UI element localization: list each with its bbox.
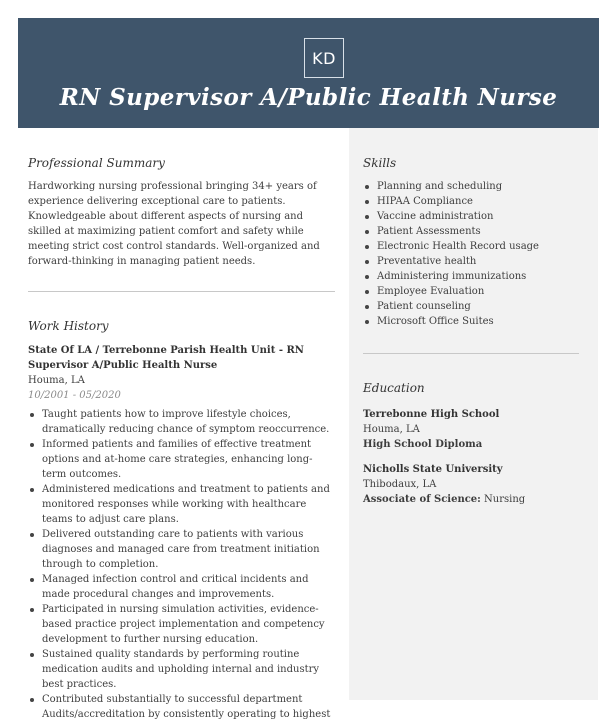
list-item: Administering immunizations: [363, 269, 598, 284]
list-item: Contributed substantially to successful department Audits/accreditation by consistently operating to highest: [28, 692, 335, 722]
list-item: Sustained quality standards by performing routine medication audits and upholding internal and industry best practices.: [28, 647, 335, 692]
list-item: Employee Evaluation: [363, 284, 598, 299]
resume-title: RN Supervisor A/Public Health Nurse: [59, 84, 558, 111]
list-item: Informed patients and families of effective treatment options and at-home care strategies, enhancing long-term outcomes.: [28, 437, 335, 482]
list-item: Vaccine administration: [363, 209, 598, 224]
school-name: Nicholls State University: [363, 464, 503, 475]
section-divider: [363, 353, 579, 354]
skills-heading: Skills: [363, 156, 397, 170]
list-item: Administered medications and treatment to patients and monitored responses while working with healthcare teams to adjust care plans.: [28, 482, 335, 527]
education-entry: [363, 407, 598, 452]
summary-text: Hardworking nursing professional bringing 34+ years of experience delivering exceptional care to patients. Knowledgeable about different aspects of nursing and skilled at maximizing patient comfort and safety while meeting strict cost control standards. Well-organized and forward-thinking in managing patient needs.: [28, 181, 320, 267]
left-column: [28, 128, 335, 722]
list-item: Taught patients how to improve lifestyle choices, dramatically reducing chance of symptom reoccurrence.: [28, 407, 335, 437]
job-location: Houma, LA: [28, 375, 85, 386]
school-location: Thibodaux, LA: [363, 479, 437, 490]
education-heading: Education: [363, 381, 425, 395]
degree-label: Associate of Science:: [363, 494, 481, 505]
degree-field: Nursing: [480, 494, 526, 505]
job-dates: 10/2001 - 05/2020: [28, 390, 121, 401]
list-item: Electronic Health Record usage: [363, 239, 598, 254]
list-item: HIPAA Compliance: [363, 194, 598, 209]
school-location: Houma, LA: [363, 424, 420, 435]
degree: [363, 492, 598, 507]
list-item: Preventative health: [363, 254, 598, 269]
skills-list: [363, 179, 598, 329]
summary-heading: Professional Summary: [28, 156, 165, 170]
list-item: Participated in nursing simulation activities, evidence-based practice project implementation and competency development to further nursing education.: [28, 602, 335, 647]
list-item: Planning and scheduling: [363, 179, 598, 194]
monogram-badge: KD: [304, 38, 344, 78]
list-item: Patient counseling: [363, 299, 598, 314]
work-history-heading: Work History: [28, 319, 109, 333]
list-item: Managed infection control and critical incidents and made procedural changes and improvements.: [28, 572, 335, 602]
degree-label: High School Diploma: [363, 439, 483, 450]
degree: [363, 437, 598, 452]
job-duties-list: [28, 407, 335, 722]
list-item: Delivered outstanding care to patients with various diagnoses and managed care from treatment initiation through to completion.: [28, 527, 335, 572]
job-title: State Of LA / Terrebonne Parish Health Unit - RN Supervisor A/Public Health Nurse: [28, 345, 304, 371]
education-entry: [363, 462, 598, 507]
list-item: Microsoft Office Suites: [363, 314, 598, 329]
list-item: Patient Assessments: [363, 224, 598, 239]
school-name: Terrebonne High School: [363, 409, 500, 420]
section-divider: [28, 291, 335, 292]
right-column: [349, 128, 598, 700]
resume-header: [18, 18, 599, 128]
